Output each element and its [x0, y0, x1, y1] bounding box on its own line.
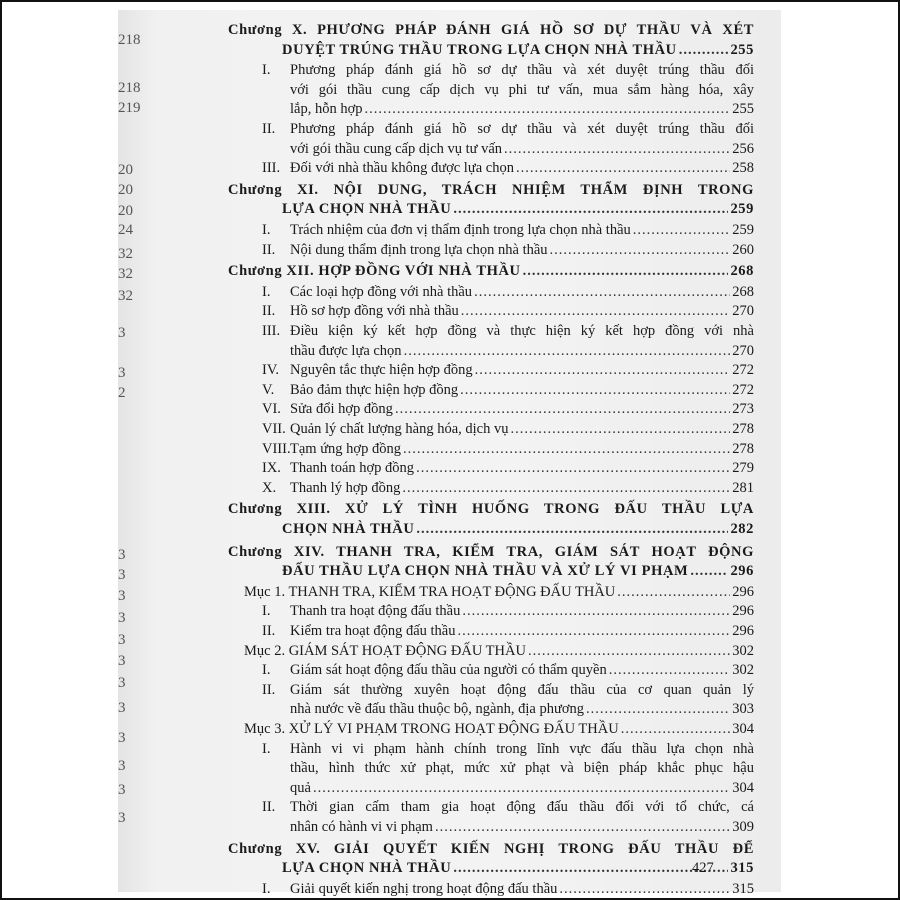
leader-dots — [461, 303, 730, 320]
leader-dots — [462, 603, 730, 620]
leader-dots — [609, 662, 731, 679]
entry-title: Mục 2. GIÁM SÁT HOẠT ĐỘNG ĐẤU THẦU — [244, 642, 526, 659]
entry-title: LỰA CHỌN NHÀ THẦU — [282, 860, 452, 877]
toc-item — [290, 222, 754, 239]
entry-title: Tạm ứng hợp đồng — [290, 440, 401, 457]
entry-title: Mục 1. THANH TRA, KIỂM TRA HOẠT ĐỘNG ĐẤU THẦU — [244, 583, 616, 600]
entry-title: Bảo đảm thực hiện hợp đồng — [290, 381, 459, 398]
toc-item-line: Phương pháp đánh giá hồ sơ dự thầu và xét duyệt trúng thầu đối — [290, 62, 754, 79]
entry-title: Giải quyết kiến nghị trong hoạt động đấu thầu — [290, 880, 558, 897]
toc-item — [290, 662, 754, 679]
item-number: II. — [262, 681, 276, 698]
entry-page: 302 — [732, 642, 754, 659]
entry-title: Quản lý chất lượng hàng hóa, dịch vụ — [290, 421, 509, 437]
entry-page: 272 — [732, 362, 754, 379]
margin-number: 218 — [118, 32, 141, 48]
entry-title: Giám sát hoạt động đấu thầu của người có thẩm quyền — [290, 662, 607, 679]
toc-item — [290, 819, 754, 836]
toc-item — [290, 343, 754, 360]
entry-page: 278 — [732, 440, 754, 457]
toc-item — [290, 701, 754, 718]
margin-number: 3 — [118, 700, 126, 716]
toc-item — [290, 401, 754, 418]
margin-number: 3 — [118, 782, 126, 798]
item-number: I. — [262, 740, 271, 757]
entry-page: 273 — [732, 401, 754, 418]
item-number: III. — [262, 160, 281, 177]
toc-item-line: Điều kiện ký kết hợp đồng và thực hiện ký kết hợp đồng với nhà — [290, 323, 754, 339]
entry-page: 302 — [732, 662, 754, 679]
margin-number: 3 — [118, 567, 126, 583]
entry-page: 315 — [730, 860, 754, 877]
entry-title: với gói thầu cung cấp dịch vụ tư vấn — [290, 140, 503, 157]
entry-page: 255 — [730, 41, 754, 58]
margin-number: 3 — [118, 588, 126, 604]
entry-page: 268 — [730, 263, 754, 280]
margin-number: 3 — [118, 730, 126, 746]
leader-dots — [453, 860, 728, 877]
leader-dots — [458, 623, 731, 640]
margin-number: 3 — [118, 547, 126, 563]
leader-dots — [453, 201, 728, 218]
chapter-title-cont — [282, 860, 754, 877]
chapter-title: Chương XIII. XỬ LÝ TÌNH HUỐNG TRONG ĐẤU THẦU LỰA — [228, 501, 754, 518]
item-number: III. — [262, 323, 281, 339]
entry-title: Đối với nhà thầu không được lựa chọn — [290, 160, 514, 177]
leader-dots — [617, 584, 730, 601]
margin-number: 3 — [118, 632, 126, 648]
toc-item — [290, 881, 754, 898]
entry-title: Thanh tra hoạt động đấu thầu — [290, 603, 461, 620]
leader-dots — [621, 721, 731, 738]
chapter-title — [228, 263, 754, 280]
entry-title: Trách nhiệm của đơn vị thẩm định trong lựa chọn nhà thầu — [290, 222, 631, 238]
margin-number: 3 — [118, 675, 126, 691]
entry-title: Nguyên tắc thực hiện hợp đồng — [290, 362, 473, 379]
entry-page: 270 — [732, 303, 754, 320]
leader-dots — [475, 362, 731, 379]
entry-page: 278 — [732, 421, 754, 437]
margin-number: 3 — [118, 325, 126, 341]
entry-page: 259 — [732, 222, 754, 238]
entry-page: 296 — [732, 603, 754, 620]
leader-dots — [528, 643, 730, 660]
item-number: IX. — [262, 460, 281, 477]
item-number: VI. — [262, 401, 281, 418]
margin-number: 32 — [118, 246, 133, 262]
chapter-title: Chương XI. NỘI DUNG, TRÁCH NHIỆM THẨM ĐỊNH TRONG — [228, 181, 754, 198]
toc-item — [290, 421, 754, 438]
entry-page: 282 — [730, 521, 754, 537]
entry-page: 270 — [732, 342, 754, 359]
chapter-title: Chương XIV. THANH TRA, KIỂM TRA, GIÁM SÁT HOẠT ĐỘNG — [228, 543, 754, 560]
entry-title: Sửa đổi hợp đồng — [290, 401, 393, 418]
entry-title: Thanh lý hợp đồng — [290, 479, 401, 496]
entry-title: Các loại hợp đồng với nhà thầu — [290, 283, 473, 300]
leader-dots — [510, 421, 730, 438]
toc-item-line: với gói thầu cung cấp dịch vụ phi tư vấn, mua sắm hàng hóa, xây — [290, 81, 754, 98]
item-number: I. — [262, 662, 271, 679]
toc-item — [290, 623, 754, 640]
page-number: 427 — [692, 860, 714, 876]
margin-number: 2 — [118, 385, 126, 401]
leader-dots — [690, 563, 728, 580]
entry-page: 296 — [732, 583, 754, 600]
item-number: I. — [262, 222, 271, 238]
entry-page: 256 — [732, 140, 754, 157]
entry-title: CHỌN NHÀ THẦU — [282, 521, 415, 537]
margin-number: 3 — [118, 365, 126, 381]
entry-page: 304 — [732, 779, 754, 796]
toc-item — [290, 441, 754, 458]
margin-number: 219 — [118, 100, 141, 116]
entry-page: 268 — [732, 283, 754, 300]
leader-dots — [586, 701, 730, 718]
leader-dots — [416, 521, 728, 538]
toc-item-line: Thời gian cấm tham gia hoạt động đấu thầu đối với tổ chức, cá — [290, 799, 754, 816]
entry-page: 309 — [732, 819, 754, 835]
entry-title: lắp, hỗn hợp — [290, 101, 363, 118]
margin-number: 20 — [118, 162, 133, 178]
toc-item-line: Phương pháp đánh giá hồ sơ dự thầu và xét duyệt trúng thầu đối — [290, 121, 754, 137]
leader-dots — [404, 343, 731, 360]
leader-dots — [460, 382, 730, 399]
toc-item — [290, 362, 754, 379]
chapter-title-cont — [282, 201, 754, 218]
leader-dots — [523, 263, 729, 280]
entry-page: 315 — [732, 880, 754, 897]
entry-page: 255 — [732, 101, 754, 118]
toc-item — [290, 460, 754, 477]
leader-dots — [559, 881, 730, 898]
entry-title: DUYỆT TRÚNG THẦU TRONG LỰA CHỌN NHÀ THẦU — [282, 41, 677, 58]
entry-page: 281 — [732, 479, 754, 496]
leader-dots — [474, 284, 730, 301]
item-number: II. — [262, 121, 276, 137]
toc-item — [290, 160, 754, 177]
margin-number: 20 — [118, 182, 133, 198]
margin-number: 24 — [118, 222, 133, 238]
leader-dots — [550, 242, 731, 259]
toc-item — [290, 780, 754, 797]
entry-page: 296 — [730, 563, 754, 580]
entry-page: 272 — [732, 381, 754, 398]
leader-dots — [313, 780, 730, 797]
leader-dots — [504, 141, 730, 158]
toc-item — [290, 141, 754, 158]
entry-title: quả — [290, 779, 311, 796]
entry-page: 304 — [732, 721, 754, 737]
entry-title: Thanh toán hợp đồng — [290, 460, 415, 477]
toc-item — [290, 382, 754, 399]
entry-title: LỰA CHỌN NHÀ THẦU — [282, 201, 452, 218]
entry-page: 258 — [732, 160, 754, 177]
leader-dots — [395, 401, 730, 418]
entry-page: 260 — [732, 241, 754, 258]
margin-number: 3 — [118, 758, 126, 774]
margin-number: 3 — [118, 610, 126, 626]
toc-item-line: thầu, hình thức xử phạt, mức xử phạt và biện pháp khắc phục hậu — [290, 760, 754, 777]
item-number: VII. — [262, 421, 286, 437]
item-number: V. — [262, 381, 275, 398]
item-number: II. — [262, 241, 276, 258]
chapter-title-cont — [282, 563, 754, 580]
leader-dots — [402, 480, 730, 497]
entry-title: Chương XII. HỢP ĐỒNG VỚI NHÀ THẦU — [228, 263, 521, 280]
leader-dots — [435, 819, 730, 836]
entry-title: Mục 3. XỬ LÝ VI PHẠM TRONG HOẠT ĐỘNG ĐẤU THẦU — [244, 721, 619, 737]
entry-title: ĐẤU THẦU LỰA CHỌN NHÀ THẦU VÀ XỬ LÝ VI PHẠM — [282, 563, 689, 580]
item-number: X. — [262, 479, 277, 496]
entry-page: 296 — [732, 623, 754, 639]
item-number: I. — [262, 283, 271, 300]
item-number: IV. — [262, 362, 280, 379]
toc-item — [290, 284, 754, 301]
leader-dots — [516, 160, 730, 177]
chapter-title: Chương X. PHƯƠNG PHÁP ĐÁNH GIÁ HỒ SƠ DỰ THẦU VÀ XÉT — [228, 22, 754, 38]
entry-title: nhà nước về đấu thầu thuộc bộ, ngành, địa phương — [290, 701, 585, 718]
toc-item — [290, 101, 754, 118]
entry-title: Kiểm tra hoạt động đấu thầu — [290, 623, 456, 639]
entry-page: 279 — [732, 460, 754, 477]
toc-item — [290, 242, 754, 259]
margin-number: 32 — [118, 266, 133, 282]
margin-number: 20 — [118, 203, 133, 219]
entry-page: 259 — [730, 201, 754, 218]
item-number: II. — [262, 799, 276, 816]
item-number: I. — [262, 603, 271, 620]
chapter-title-cont — [282, 521, 754, 538]
leader-dots — [416, 460, 730, 477]
item-number: I. — [262, 62, 271, 79]
entry-title: nhân có hành vi vi phạm — [290, 819, 433, 835]
entry-page: 303 — [732, 701, 754, 718]
leader-dots — [633, 222, 730, 239]
item-number: II. — [262, 303, 276, 320]
section-heading — [244, 721, 754, 738]
toc-item-line: Giám sát thường xuyên hoạt động đấu thầu của cơ quan quản lý — [290, 681, 754, 698]
section-heading — [244, 584, 754, 601]
chapter-title-cont — [282, 42, 754, 59]
toc-item — [290, 480, 754, 497]
entry-title: Hồ sơ hợp đồng với nhà thầu — [290, 303, 459, 320]
leader-dots — [365, 101, 731, 118]
toc-item — [290, 303, 754, 320]
item-number: II. — [262, 623, 276, 639]
margin-number: 218 — [118, 80, 141, 96]
margin-number: 3 — [118, 810, 126, 826]
leader-dots — [403, 441, 730, 458]
item-number: VIII. — [262, 440, 291, 457]
entry-title: Nội dung thẩm định trong lựa chọn nhà thầu — [290, 241, 548, 258]
entry-title: thầu được lựa chọn — [290, 342, 402, 359]
margin-number: 32 — [118, 288, 133, 304]
toc-item-line: Hành vi vi phạm hành chính trong lĩnh vực đấu thầu lựa chọn nhà — [290, 740, 754, 757]
leader-dots — [679, 42, 729, 59]
margin-number: 3 — [118, 653, 126, 669]
chapter-title: Chương XV. GIẢI QUYẾT KIẾN NGHỊ TRONG ĐẤU THẦU ĐỂ — [228, 840, 754, 857]
toc-item — [290, 603, 754, 620]
section-heading — [244, 643, 754, 660]
item-number: I. — [262, 880, 271, 897]
